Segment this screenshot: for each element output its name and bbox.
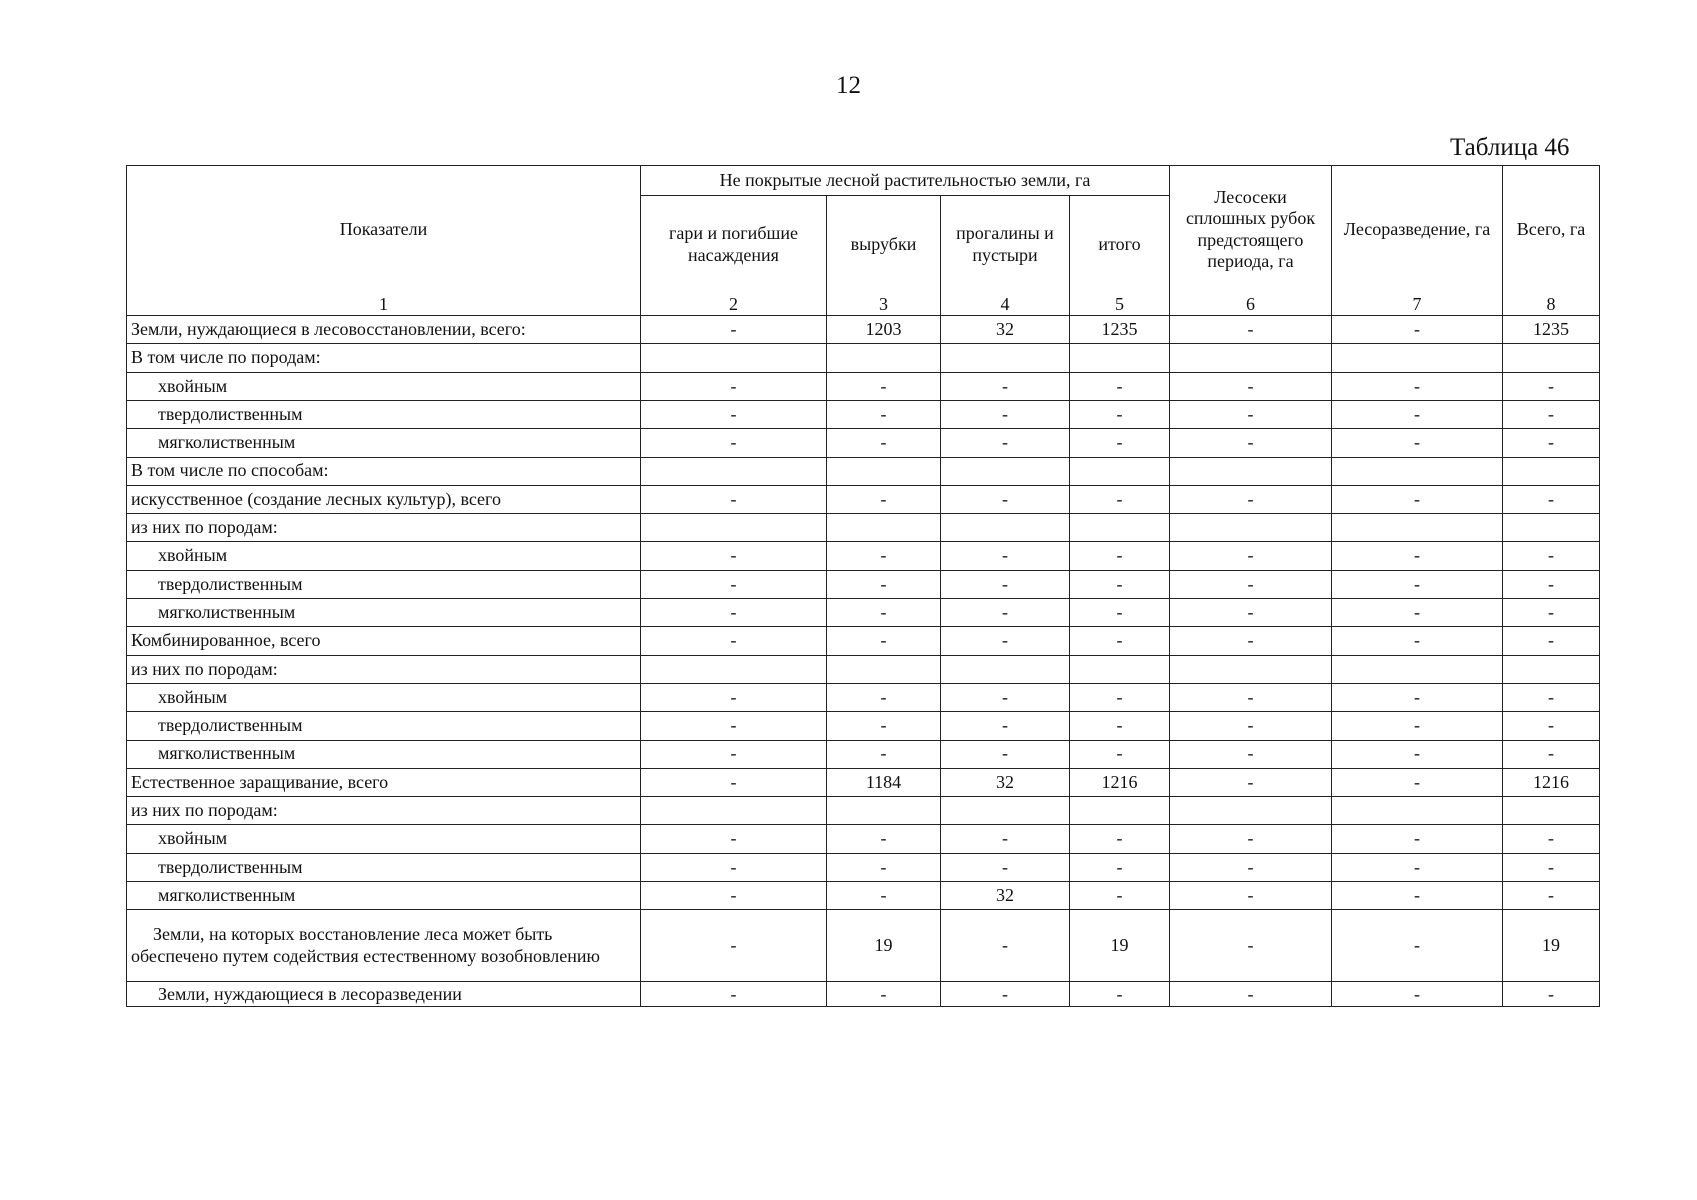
row-label: мягколиственным	[127, 599, 641, 627]
column-number: 2	[641, 294, 827, 316]
cell-col-6: -	[1170, 485, 1332, 513]
cell-col-8	[1503, 514, 1600, 542]
cell-col-8: -	[1503, 853, 1600, 881]
cell-col-3	[827, 797, 941, 825]
column-number-row	[127, 294, 1600, 316]
header-burnt-stands: гари и погибшие насаждения	[641, 196, 827, 294]
cell-col-8: 1216	[1503, 768, 1600, 796]
cell-col-5: -	[1070, 485, 1170, 513]
table-row	[127, 825, 1600, 853]
cell-col-2: -	[641, 316, 827, 344]
row-label: мягколиственным	[127, 882, 641, 910]
cell-col-2: -	[641, 599, 827, 627]
column-number: 1	[127, 294, 641, 316]
table-row	[127, 457, 1600, 485]
cell-col-5: 1216	[1070, 768, 1170, 796]
table-caption: Таблица 46	[1450, 134, 1570, 161]
table-row	[127, 316, 1600, 344]
cell-col-6: -	[1170, 683, 1332, 711]
row-label: мягколиственным	[127, 429, 641, 457]
cell-col-4: -	[941, 570, 1070, 598]
cell-col-2: -	[641, 542, 827, 570]
page-number: 12	[836, 72, 861, 99]
header-indicators: Показатели	[127, 166, 641, 294]
cell-col-6: -	[1170, 599, 1332, 627]
cell-col-5: -	[1070, 712, 1170, 740]
cell-col-4: -	[941, 485, 1070, 513]
cell-col-4: 32	[941, 316, 1070, 344]
header-afforestation: Лесоразведение, га	[1332, 166, 1503, 294]
cell-col-2: -	[641, 853, 827, 881]
cell-col-4: -	[941, 400, 1070, 428]
cell-col-2: -	[641, 570, 827, 598]
cell-col-7: -	[1332, 825, 1503, 853]
cell-col-2: -	[641, 429, 827, 457]
cell-col-2: -	[641, 768, 827, 796]
cell-col-8: -	[1503, 982, 1600, 1007]
cell-col-3: -	[827, 542, 941, 570]
cell-col-2: -	[641, 400, 827, 428]
cell-col-7: -	[1332, 740, 1503, 768]
cell-col-7: -	[1332, 485, 1503, 513]
cell-col-6	[1170, 344, 1332, 372]
cell-col-7: -	[1332, 400, 1503, 428]
cell-col-7: -	[1332, 882, 1503, 910]
cell-col-5: 19	[1070, 910, 1170, 982]
cell-col-3: -	[827, 599, 941, 627]
table-row	[127, 982, 1600, 1007]
cell-col-6: -	[1170, 825, 1332, 853]
cell-col-5: -	[1070, 853, 1170, 881]
cell-col-3: -	[827, 429, 941, 457]
cell-col-3: 1184	[827, 768, 941, 796]
row-label: твердолиственным	[127, 570, 641, 598]
cell-col-5: -	[1070, 740, 1170, 768]
cell-col-2	[641, 655, 827, 683]
cell-col-5: -	[1070, 825, 1170, 853]
column-number: 4	[941, 294, 1070, 316]
cell-col-6: -	[1170, 740, 1332, 768]
cell-col-2	[641, 344, 827, 372]
table-row	[127, 344, 1600, 372]
row-label: из них по породам:	[127, 514, 641, 542]
cell-col-5: -	[1070, 599, 1170, 627]
cell-col-2: -	[641, 982, 827, 1007]
header-uncovered-lands: Не покрытые лесной растительностью земли, га	[641, 166, 1170, 196]
row-label: искусственное (создание лесных культур), всего	[127, 485, 641, 513]
cell-col-7: -	[1332, 627, 1503, 655]
row-label: твердолиственным	[127, 400, 641, 428]
cell-col-2: -	[641, 910, 827, 982]
cell-col-8: -	[1503, 627, 1600, 655]
table-row	[127, 514, 1600, 542]
cell-col-4: -	[941, 627, 1070, 655]
table-row	[127, 485, 1600, 513]
cell-col-7: -	[1332, 542, 1503, 570]
cell-col-6	[1170, 797, 1332, 825]
row-label: В том числе по способам:	[127, 457, 641, 485]
row-label: Комбинированное, всего	[127, 627, 641, 655]
table-row	[127, 429, 1600, 457]
cell-col-7	[1332, 344, 1503, 372]
table-row	[127, 400, 1600, 428]
cell-col-3: -	[827, 982, 941, 1007]
cell-col-3: 19	[827, 910, 941, 982]
table-row	[127, 853, 1600, 881]
cell-col-3	[827, 655, 941, 683]
cell-col-3	[827, 457, 941, 485]
cell-col-3	[827, 514, 941, 542]
table-body	[127, 316, 1600, 1007]
cell-col-3: -	[827, 853, 941, 881]
table-row	[127, 797, 1600, 825]
cell-col-4	[941, 655, 1070, 683]
cell-col-8: -	[1503, 712, 1600, 740]
cell-col-7: -	[1332, 768, 1503, 796]
cell-col-2	[641, 514, 827, 542]
cell-col-6	[1170, 655, 1332, 683]
cell-col-4: 32	[941, 882, 1070, 910]
cell-col-3: -	[827, 825, 941, 853]
cell-col-4: -	[941, 372, 1070, 400]
cell-col-6: -	[1170, 910, 1332, 982]
row-label: хвойным	[127, 683, 641, 711]
table-row	[127, 655, 1600, 683]
cell-col-5: -	[1070, 627, 1170, 655]
cell-col-4: -	[941, 740, 1070, 768]
row-label: твердолиственным	[127, 712, 641, 740]
cell-col-4: -	[941, 853, 1070, 881]
cell-col-6: -	[1170, 768, 1332, 796]
cell-col-8: -	[1503, 542, 1600, 570]
cell-col-3: -	[827, 740, 941, 768]
header-subtotal: итого	[1070, 196, 1170, 294]
cell-col-6: -	[1170, 570, 1332, 598]
cell-col-8: -	[1503, 485, 1600, 513]
cell-col-5: -	[1070, 400, 1170, 428]
table-row	[127, 740, 1600, 768]
cell-col-8: -	[1503, 825, 1600, 853]
cell-col-5: -	[1070, 372, 1170, 400]
cell-col-8: -	[1503, 429, 1600, 457]
cell-col-4	[941, 457, 1070, 485]
table-row	[127, 882, 1600, 910]
cell-col-6: -	[1170, 400, 1332, 428]
cell-col-3: -	[827, 712, 941, 740]
row-label: хвойным	[127, 825, 641, 853]
cell-col-8	[1503, 655, 1600, 683]
cell-col-7: -	[1332, 316, 1503, 344]
column-number: 8	[1503, 294, 1600, 316]
column-number: 7	[1332, 294, 1503, 316]
cell-col-6: -	[1170, 372, 1332, 400]
cell-col-5	[1070, 655, 1170, 683]
cell-col-4: -	[941, 429, 1070, 457]
column-number: 3	[827, 294, 941, 316]
cell-col-4: -	[941, 825, 1070, 853]
table-row	[127, 683, 1600, 711]
cell-col-7: -	[1332, 982, 1503, 1007]
row-label: Земли, на которых восстановление леса может быть обеспечено путем содействия естественному возобновлению	[127, 910, 641, 982]
cell-col-3: -	[827, 882, 941, 910]
cell-col-8: -	[1503, 372, 1600, 400]
cell-col-4	[941, 514, 1070, 542]
header-total: Всего, га	[1503, 166, 1600, 294]
cell-col-2: -	[641, 712, 827, 740]
cell-col-6: -	[1170, 882, 1332, 910]
column-number: 5	[1070, 294, 1170, 316]
row-label: мягколиственным	[127, 740, 641, 768]
cell-col-7: -	[1332, 570, 1503, 598]
cell-col-8	[1503, 797, 1600, 825]
cell-col-2	[641, 457, 827, 485]
cell-col-8: 19	[1503, 910, 1600, 982]
cell-col-3: -	[827, 485, 941, 513]
row-label: Земли, нуждающиеся в лесоразведении	[127, 982, 641, 1007]
cell-col-4: -	[941, 599, 1070, 627]
cell-col-8: 1235	[1503, 316, 1600, 344]
cell-col-8	[1503, 344, 1600, 372]
cell-col-8: -	[1503, 599, 1600, 627]
cell-col-2: -	[641, 372, 827, 400]
table-row	[127, 570, 1600, 598]
cell-col-5: -	[1070, 570, 1170, 598]
cell-col-5	[1070, 514, 1170, 542]
cell-col-8: -	[1503, 683, 1600, 711]
cell-col-7: -	[1332, 372, 1503, 400]
row-label: твердолиственным	[127, 853, 641, 881]
cell-col-7	[1332, 514, 1503, 542]
row-label: из них по породам:	[127, 797, 641, 825]
cell-col-5: -	[1070, 542, 1170, 570]
row-label: хвойным	[127, 372, 641, 400]
cell-col-2: -	[641, 683, 827, 711]
row-label: из них по породам:	[127, 655, 641, 683]
cell-col-8: -	[1503, 882, 1600, 910]
cell-col-5	[1070, 344, 1170, 372]
cell-col-6: -	[1170, 982, 1332, 1007]
cell-col-7	[1332, 797, 1503, 825]
cell-col-4	[941, 797, 1070, 825]
cell-col-6	[1170, 514, 1332, 542]
header-clearings: вырубки	[827, 196, 941, 294]
cell-col-8: -	[1503, 740, 1600, 768]
cell-col-5: -	[1070, 982, 1170, 1007]
cell-col-7: -	[1332, 683, 1503, 711]
cell-col-7	[1332, 457, 1503, 485]
cell-col-2: -	[641, 882, 827, 910]
reforestation-table	[126, 165, 1600, 1007]
cell-col-2	[641, 797, 827, 825]
cell-col-6: -	[1170, 542, 1332, 570]
cell-col-6	[1170, 457, 1332, 485]
cell-col-6: -	[1170, 316, 1332, 344]
cell-col-7: -	[1332, 712, 1503, 740]
cell-col-4: -	[941, 910, 1070, 982]
row-label: хвойным	[127, 542, 641, 570]
cell-col-5: -	[1070, 882, 1170, 910]
row-label: В том числе по породам:	[127, 344, 641, 372]
cell-col-2: -	[641, 627, 827, 655]
cell-col-4: -	[941, 712, 1070, 740]
cell-col-3: -	[827, 570, 941, 598]
cell-col-3: -	[827, 627, 941, 655]
cell-col-7	[1332, 655, 1503, 683]
table-row	[127, 627, 1600, 655]
cell-col-3: -	[827, 683, 941, 711]
table-row	[127, 712, 1600, 740]
cell-col-3: -	[827, 400, 941, 428]
column-number: 6	[1170, 294, 1332, 316]
cell-col-6: -	[1170, 853, 1332, 881]
cell-col-2: -	[641, 485, 827, 513]
row-label: Земли, нуждающиеся в лесовосстановлении, всего:	[127, 316, 641, 344]
cell-col-6: -	[1170, 627, 1332, 655]
header-clearcut-areas: Лесосеки сплошных рубок предстоящего периода, га	[1170, 166, 1332, 294]
cell-col-4: -	[941, 683, 1070, 711]
cell-col-8: -	[1503, 570, 1600, 598]
cell-col-7: -	[1332, 853, 1503, 881]
cell-col-4: -	[941, 542, 1070, 570]
cell-col-6: -	[1170, 712, 1332, 740]
cell-col-2: -	[641, 825, 827, 853]
cell-col-7: -	[1332, 599, 1503, 627]
cell-col-4	[941, 344, 1070, 372]
row-label: Естественное заращивание, всего	[127, 768, 641, 796]
cell-col-5	[1070, 457, 1170, 485]
table-row	[127, 768, 1600, 796]
cell-col-3: -	[827, 372, 941, 400]
cell-col-5: 1235	[1070, 316, 1170, 344]
table-row	[127, 910, 1600, 982]
table-row	[127, 542, 1600, 570]
cell-col-5	[1070, 797, 1170, 825]
cell-col-8	[1503, 457, 1600, 485]
cell-col-2: -	[641, 740, 827, 768]
cell-col-5: -	[1070, 429, 1170, 457]
header-glades-wastelands: прогалины и пустыри	[941, 196, 1070, 294]
table-row	[127, 599, 1600, 627]
cell-col-3: 1203	[827, 316, 941, 344]
cell-col-7: -	[1332, 910, 1503, 982]
cell-col-3	[827, 344, 941, 372]
cell-col-5: -	[1070, 683, 1170, 711]
cell-col-7: -	[1332, 429, 1503, 457]
cell-col-8: -	[1503, 400, 1600, 428]
cell-col-4: 32	[941, 768, 1070, 796]
table-row	[127, 372, 1600, 400]
cell-col-4: -	[941, 982, 1070, 1007]
cell-col-6: -	[1170, 429, 1332, 457]
